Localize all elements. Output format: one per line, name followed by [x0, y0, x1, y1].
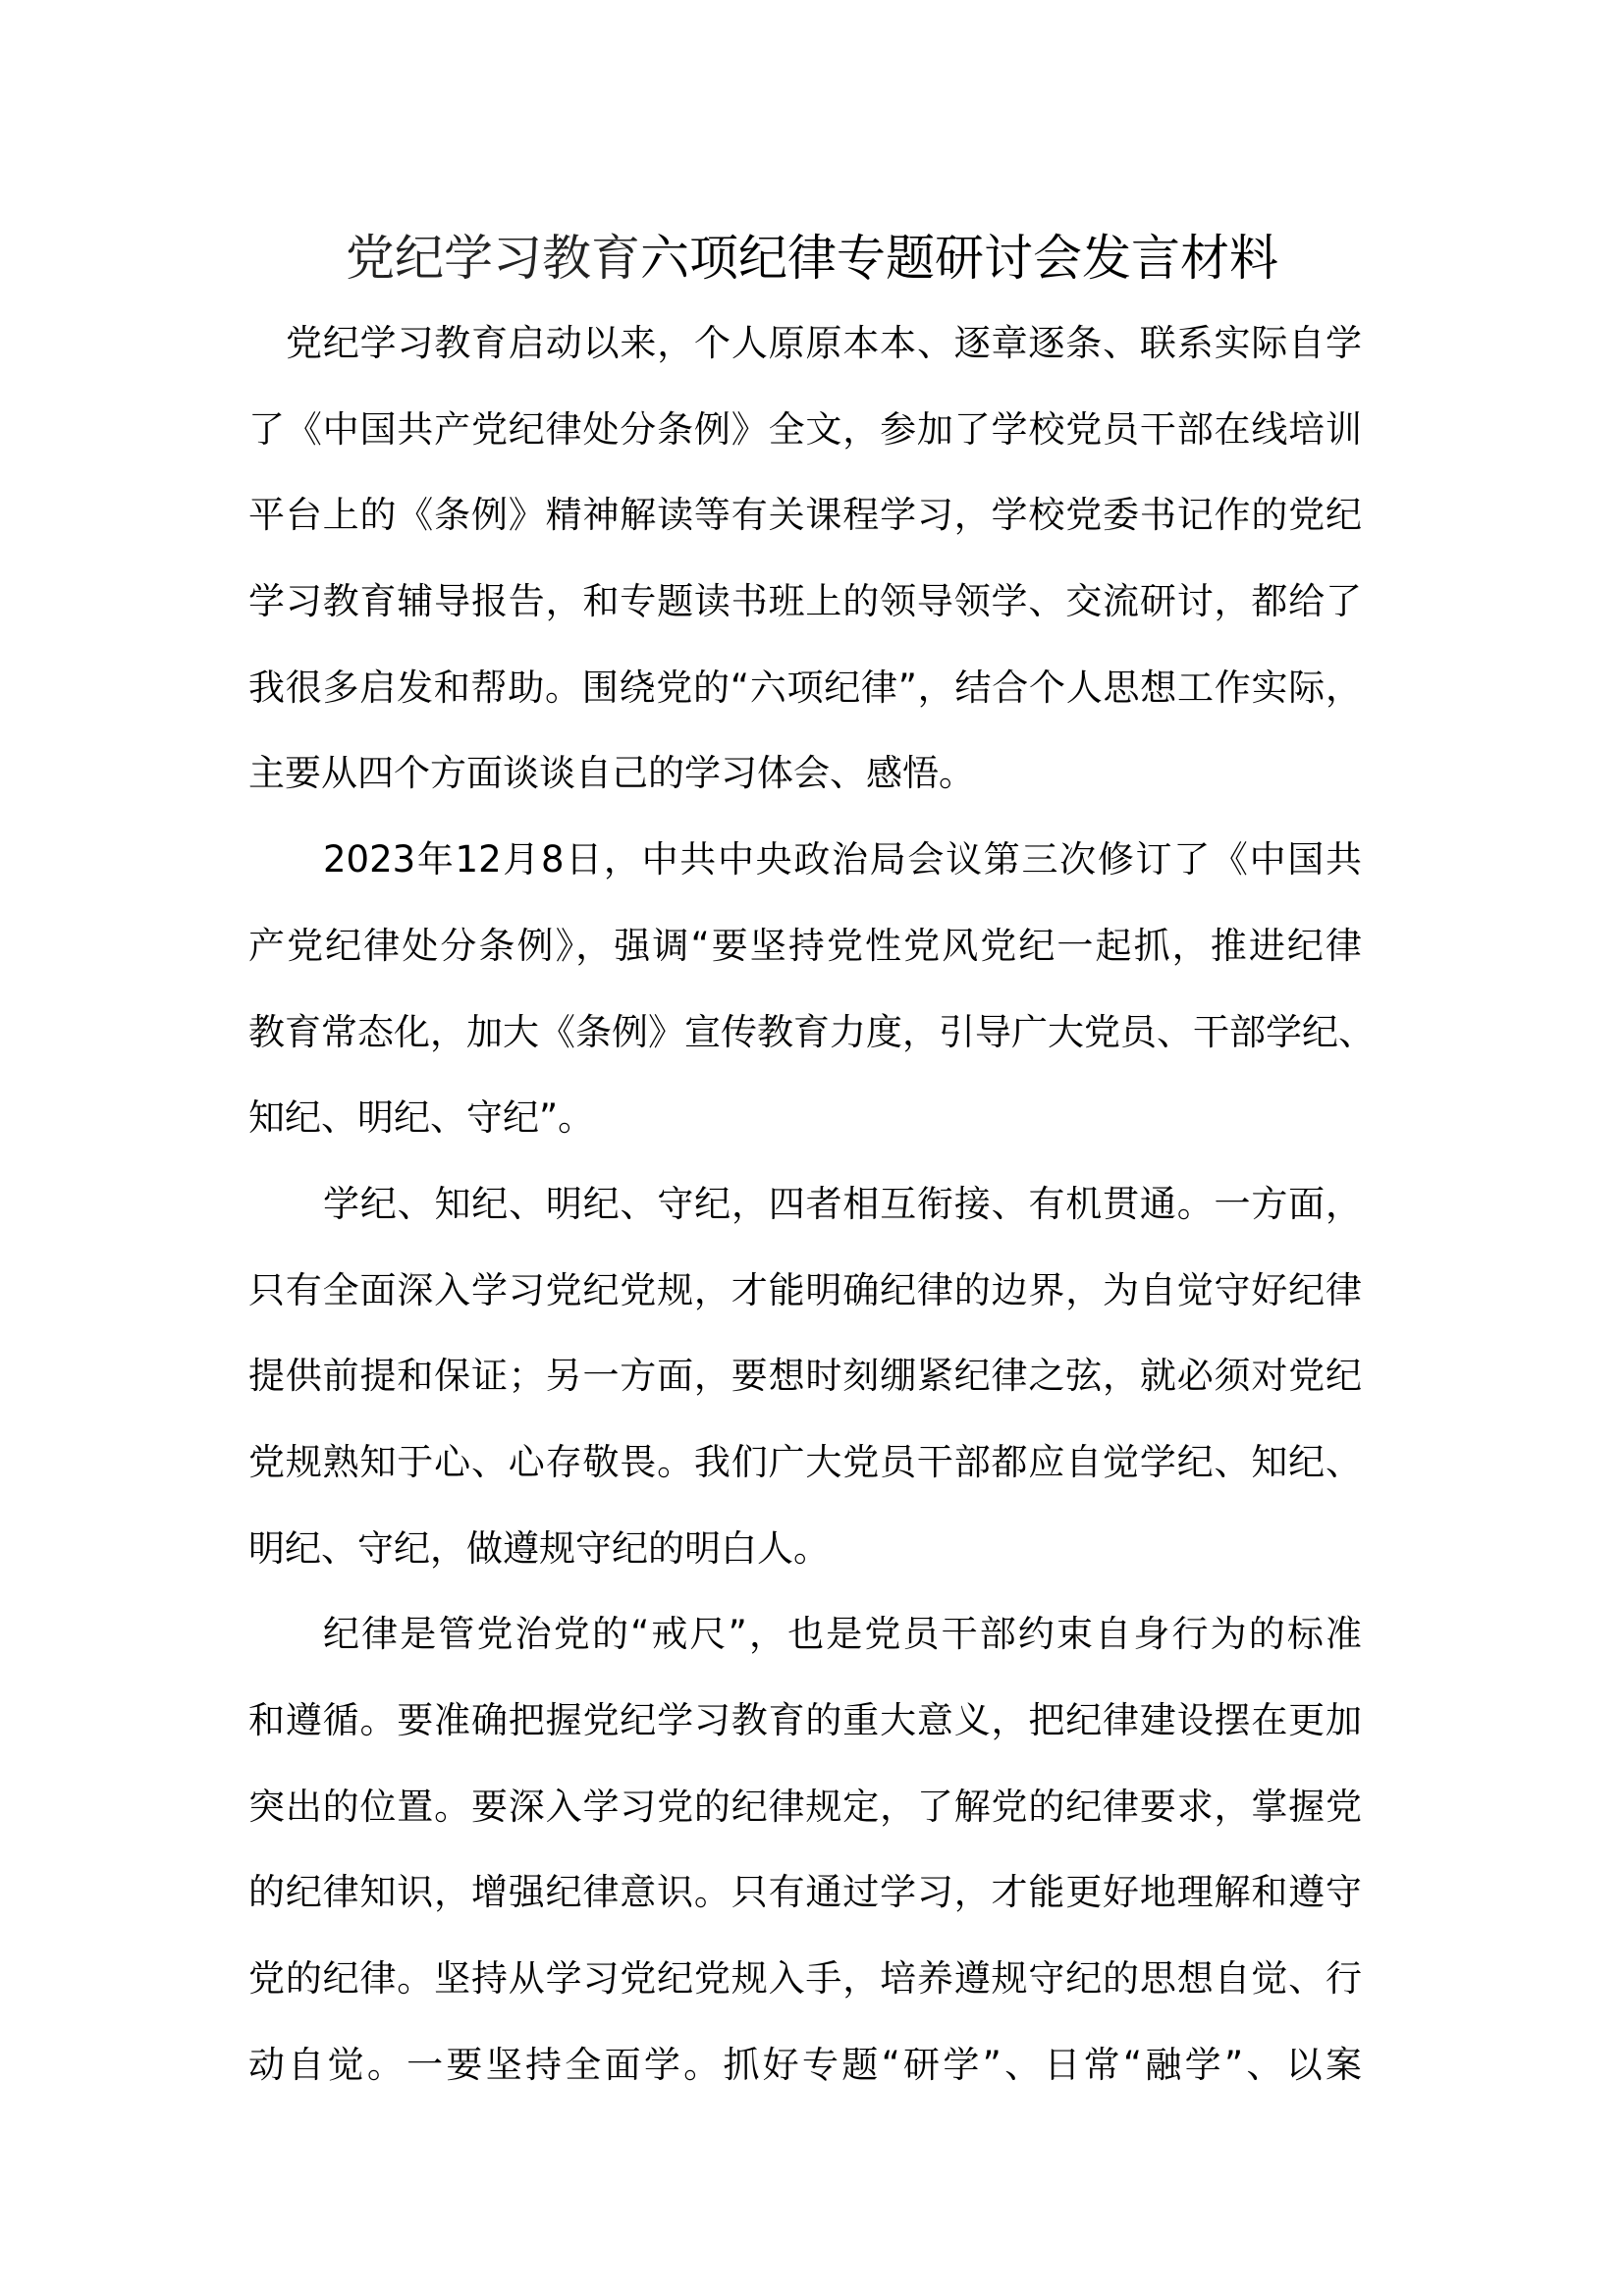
text-line: 平台上的《条例》精神解读等有关课程学习，学校党委书记作的党纪: [248, 494, 1362, 537]
text-line: 教育常态化，加大《条例》宣传教育力度，引导广大党员、干部学纪、: [248, 1010, 1375, 1053]
text-line: 主要从四个方面谈谈自己的学习体会、感悟。: [248, 752, 975, 795]
paragraph-1: [248, 300, 1362, 817]
text-line: 只有全面深入学习党纪党规，才能明确纪律的边界，为自觉守好纪律: [248, 1268, 1362, 1311]
text-line: 提供前提和保证；另一方面，要想时刻绷紧纪律之弦，就必须对党纪: [248, 1355, 1362, 1398]
text-line: 了《中国共产党纪律处分条例》全文，参加了学校党员干部在线培训: [248, 407, 1362, 451]
text-line: 明纪、守纪，做遵规守纪的明白人。: [248, 1526, 830, 1570]
text-line: 学纪、知纪、明纪、守纪，四者相互衔接、有机贯通。一方面，: [323, 1182, 1362, 1225]
document-title: [0, 224, 1624, 293]
text-line: 党的纪律。坚持从学习党纪党规入手，培养遵规守纪的思想自觉、行: [248, 1957, 1362, 2001]
text-line: 知纪、明纪、守纪”。: [248, 1096, 595, 1140]
paragraph-4: [248, 1591, 1362, 2108]
document-body: [248, 300, 1375, 2108]
text-line: 产党纪律处分条例》，强调“要坚持党性党风党纪一起抓，推进纪律: [248, 924, 1362, 967]
text-line: 党纪学习教育启动以来，个人原原本本、逐章逐条、联系实际自学: [286, 322, 1362, 364]
text-line: 党规熟知于心、心存敬畏。我们广大党员干部都应自觉学纪、知纪、: [248, 1440, 1362, 1483]
text-line: 2023年12月8日，中共中央政治局会议第三次修订了《中国共: [323, 838, 1362, 881]
text-line: 我很多启发和帮助。围绕党的“六项纪律”，结合个人思想工作实际，: [248, 666, 1362, 709]
title-part-1: 党纪学习教育: [346, 230, 640, 287]
text-line: 的纪律知识，增强纪律意识。只有通过学习，才能更好地理解和遵守: [248, 1871, 1362, 1914]
paragraph-3: [248, 1161, 1362, 1591]
title-part-2: 六项纪律专题研讨会发言材料: [640, 230, 1278, 287]
text-line: 纪律是管党治党的“戒尺”，也是党员干部约束自身行为的标准: [323, 1613, 1362, 1656]
paragraph-2: [248, 817, 1375, 1161]
text-line: 动自觉。一要坚持全面学。抓好专题“研学”、日常“融学”、以案: [248, 2043, 1362, 2086]
text-line: 学习教育辅导报告，和专题读书班上的领导领学、交流研讨，都给了: [248, 580, 1362, 623]
text-line: 突出的位置。要深入学习党的纪律规定，了解党的纪律要求，掌握党: [248, 1785, 1362, 1828]
text-line: 和遵循。要准确把握党纪学习教育的重大意义，把纪律建设摆在更加: [248, 1699, 1362, 1741]
